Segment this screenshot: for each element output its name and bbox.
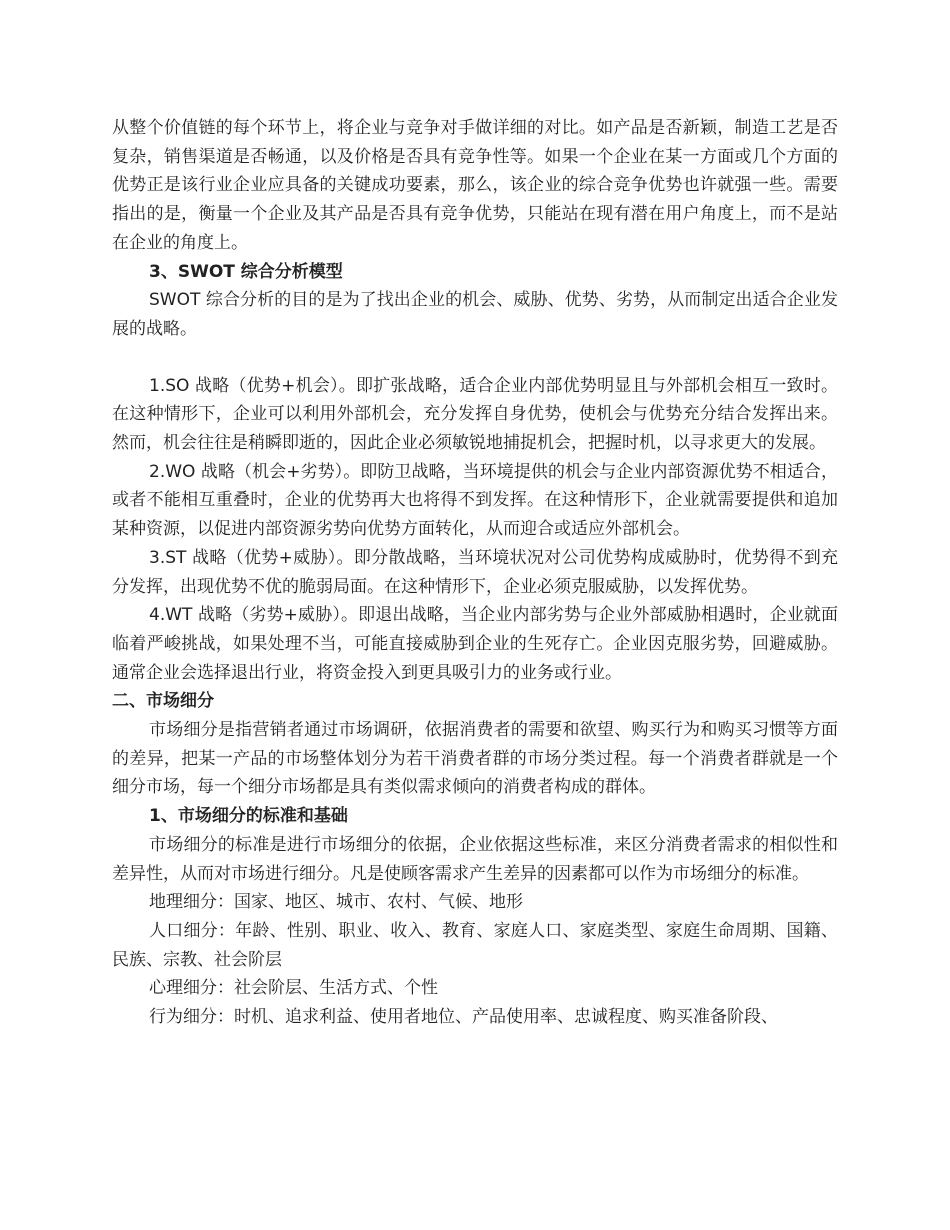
section-heading-market-segmentation: 二、市场细分	[112, 691, 214, 712]
paragraph-swot-intro: SWOT 综合分析的目的是为了找出企业的机会、威胁、优势、劣势，从而制定出适合企业发展的战略。	[112, 290, 838, 339]
section-heading-swot: 3、SWOT 综合分析模型	[149, 261, 343, 282]
paragraph-wt-strategy: 4.WT 战略（劣势+威胁）。即退出战略，当企业内部劣势与企业外部威胁相遇时，企业就面临着严峻挑战，如果处理不当，可能直接威胁到企业的生死存亡。企业因克服劣势，回避威胁。通常企业会选择退出行业，将资金投入到更具吸引力的业务或行业。	[112, 605, 838, 683]
paragraph-wo-strategy: 2.WO 战略（机会+劣势）。即防卫战略，当环境提供的机会与企业内部资源优势不相适合，或者不能相互重叠时，企业的优势再大也将得不到发挥。在这种情形下，企业就需要提供和追加某种资源，以促进内部资源劣势向优势方面转化，从而迎合或适应外部机会。	[112, 461, 838, 540]
paragraph-0: 从整个价值链的每个环节上，将企业与竞争对手做详细的对比。如产品是否新颖，制造工艺是否复杂，销售渠道是否畅通，以及价格是否具有竞争性等。如果一个企业在某一方面或几个方面的优势正是该行业企业应具备的关键成功要素，那么，该企业的综合竞争优势也许就强一些。需要指出的是，衡量一个企业及其产品是否具有竞争优势，只能站在现有潜在用户角度上，而不是站在企业的角度上。	[112, 118, 838, 253]
paragraph-so-strategy: 1.SO 战略（优势+机会）。即扩张战略，适合企业内部优势明显且与外部机会相互一致时。在这种情形下，企业可以利用外部机会，充分发挥自身优势，使机会与优势充分结合发挥出来。然而，机会往往是稍瞬即逝的，因此企业必须敏锐地捕捉机会，把握时机，以寻求更大的发展。	[112, 375, 838, 454]
paragraph-behavioral: 行为细分：时机、追求利益、使用者地位、产品使用率、忠诚程度、购买准备阶段、	[149, 1007, 778, 1028]
paragraph-demographic: 人口细分：年龄、性别、职业、收入、教育、家庭人口、家庭类型、家庭生命周期、国籍、民族、宗教、社会阶层	[112, 920, 838, 970]
blank-line	[112, 344, 838, 372]
paragraph-st-strategy: 3.ST 战略（优势+威胁）。即分散战略，当环境状况对公司优势构成威胁时，优势得不到充分发挥，出现优势不优的脆弱局面。在这种情形下，企业必须克服威胁，以发挥优势。	[112, 547, 838, 597]
paragraph-geographic: 地理细分：国家、地区、城市、农村、气候、地形	[149, 892, 523, 913]
paragraph-segmentation-standards: 市场细分的标准是进行市场细分的依据，企业依据这些标准，来区分消费者需求的相似性和差异性，从而对市场进行细分。凡是使顾客需求产生差异的因素都可以作为市场细分的标准。	[112, 834, 838, 884]
paragraph-market-segmentation: 市场细分是指营销者通过市场调研，依据消费者的需要和欲望、购买行为和购买习惯等方面的差异，把某一产品的市场整体划分为若干消费者群的市场分类过程。每一个消费者群就是一个细分市场，每一个细分市场都是具有类似需求倾向的消费者构成的群体。	[112, 720, 838, 798]
paragraph-psychographic: 心理细分：社会阶层、生活方式、个性	[149, 978, 438, 999]
section-heading-segmentation-standards: 1、市场细分的标准和基础	[149, 806, 348, 827]
